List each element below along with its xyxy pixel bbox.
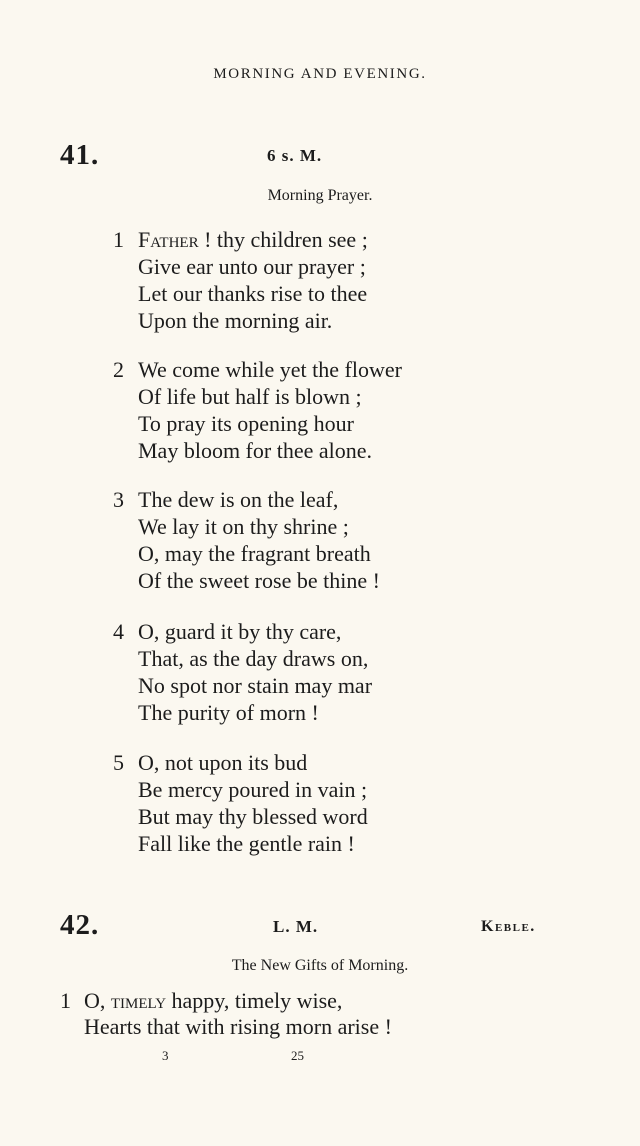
verse-line-text: happy, timely wise, — [166, 988, 343, 1013]
verse-line: O, may the fragrant breath — [138, 541, 371, 566]
verse-line: May bloom for thee alone. — [138, 438, 372, 463]
verse-line: The purity of morn ! — [138, 700, 319, 725]
verse-line: Fall like the gentle rain ! — [138, 831, 355, 856]
verse-line — [84, 988, 342, 1014]
verse-line: Upon the morning air. — [138, 308, 333, 333]
verse-line: Of life but half is blown ; — [138, 384, 362, 409]
hymn-41-title: Morning Prayer. — [267, 187, 373, 204]
hymn-41-number: 41. — [60, 139, 100, 171]
author-name: Keble. — [481, 918, 536, 935]
hymn-42-author — [481, 918, 536, 936]
verse-number: 2 — [113, 357, 124, 382]
verse-number: 5 — [113, 750, 124, 775]
verse-line: To pray its opening hour — [138, 411, 354, 436]
verse-number: 1 — [60, 988, 71, 1013]
verse-line: That, as the day draws on, — [138, 646, 369, 671]
verse-line: Of the sweet rose be thine ! — [138, 568, 380, 593]
verse-line: Be mercy poured in vain ; — [138, 777, 368, 802]
verse-line: No spot nor stain may mar — [138, 673, 373, 698]
hymn-42-number: 42. — [60, 909, 100, 941]
verse-line: O, not upon its bud — [138, 750, 308, 775]
verse-first-word: Father — [138, 227, 199, 252]
page-number: 25 — [291, 1048, 304, 1063]
verse-line: But may thy blessed word — [138, 804, 368, 829]
verse-prefix: O, — [84, 988, 106, 1013]
verse-line — [138, 227, 368, 253]
hymn-42-meter: L. M. — [273, 917, 319, 936]
running-head: MORNING AND EVENING. — [213, 66, 427, 82]
verse-line: We come while yet the flower — [138, 357, 402, 382]
hymn-42-title: The New Gifts of Morning. — [231, 957, 409, 974]
hymn-41-meter: 6 s. M. — [267, 146, 323, 165]
verse-small-caps: timely — [110, 988, 167, 1013]
signature-mark: 3 — [162, 1048, 169, 1063]
verse-line: Give ear unto our prayer ; — [138, 254, 366, 279]
verse-number: 3 — [113, 487, 124, 512]
verse-number: 4 — [113, 619, 124, 644]
verse-number: 1 — [113, 227, 124, 252]
verse-line: We lay it on thy shrine ; — [138, 514, 349, 539]
verse-line-text: ! thy children see ; — [204, 227, 368, 252]
verse-line: Let our thanks rise to thee — [138, 281, 368, 306]
verse-line: O, guard it by thy care, — [138, 619, 342, 644]
verse-line: Hearts that with rising morn arise ! — [84, 1014, 392, 1039]
verse-line: The dew is on the leaf, — [138, 487, 339, 512]
